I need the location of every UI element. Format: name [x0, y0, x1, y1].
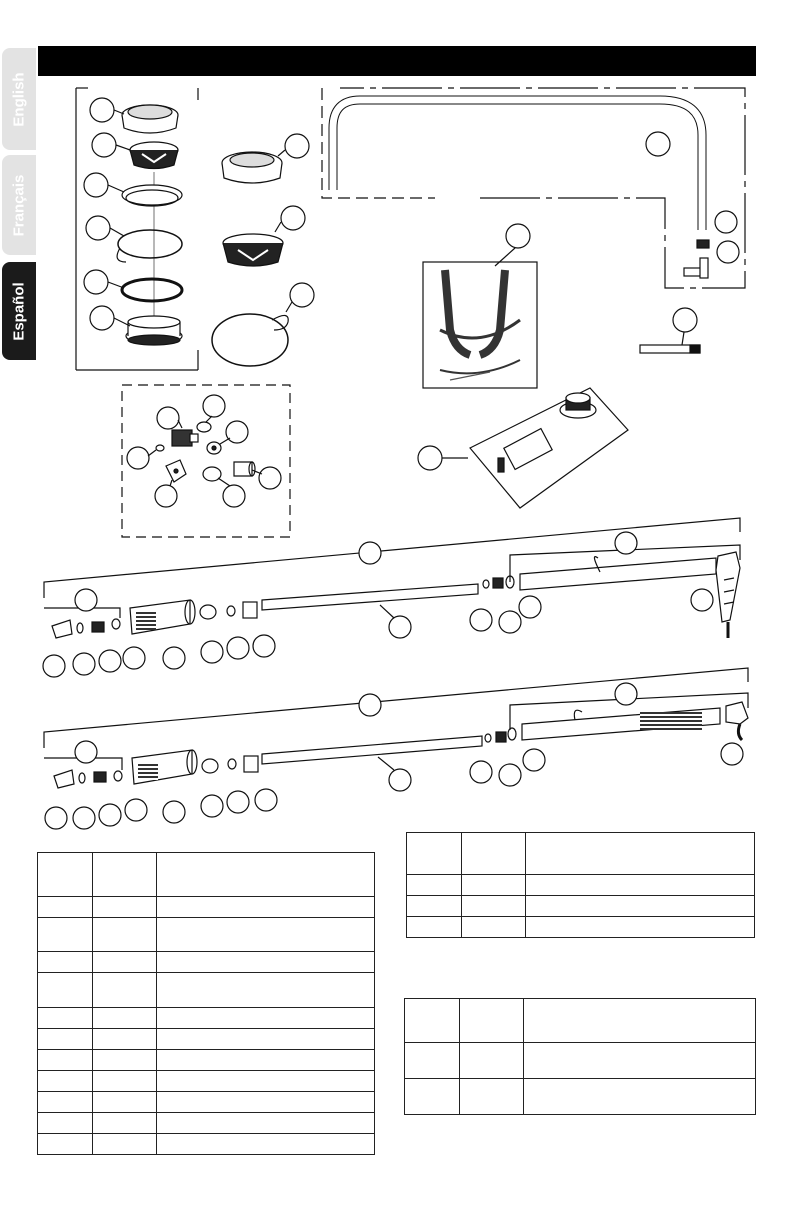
trigger-handle-icon — [716, 552, 740, 638]
table-header-cell — [524, 999, 756, 1043]
table-row — [38, 918, 375, 952]
table-row — [38, 1071, 375, 1092]
tab-espanol-label: Español — [10, 281, 28, 341]
collar-ring-icon — [122, 185, 182, 206]
table-row — [407, 917, 755, 938]
valve-body-icon — [166, 460, 186, 482]
table-header-cell — [157, 853, 375, 897]
tank-cap-icon — [122, 105, 178, 133]
table-row — [38, 1008, 375, 1029]
table-header-cell — [462, 833, 526, 875]
parts-table-right-top — [406, 832, 755, 938]
handle-bar-icon — [322, 88, 745, 288]
table-row — [407, 875, 755, 896]
table-row — [38, 1113, 375, 1134]
spare-gasket-icon — [212, 283, 314, 366]
elbow-fitting-icon — [684, 258, 708, 278]
table-row — [405, 1079, 756, 1115]
table-header-cell — [405, 999, 460, 1043]
table-row — [38, 1092, 375, 1113]
spray-wand-icon — [43, 518, 740, 677]
table-row — [38, 1134, 375, 1155]
table-row — [38, 1050, 375, 1071]
o-ring-icon — [122, 279, 182, 301]
tab-english-label: English — [10, 71, 28, 127]
table-header-cell — [407, 833, 462, 875]
hose-connector-icon — [726, 702, 748, 740]
table-header-cell — [93, 853, 157, 897]
table-row — [405, 1043, 756, 1079]
table-row — [38, 973, 375, 1008]
shoulder-strap-icon — [423, 224, 537, 388]
table-row — [38, 952, 375, 973]
gasket-ring-icon — [117, 230, 182, 262]
grip-sleeve-icon — [130, 600, 195, 634]
spare-strainer-icon — [223, 206, 305, 266]
table-header-cell — [38, 853, 93, 897]
table-row — [407, 896, 755, 917]
table-header-cell — [460, 999, 524, 1043]
table-row — [38, 897, 375, 918]
parts-table-left — [37, 852, 375, 1155]
tab-francais-label: Français — [10, 174, 28, 236]
cap-assembly-group — [76, 88, 198, 370]
spray-wand-2-icon — [44, 668, 748, 829]
tank-neck-icon — [126, 316, 182, 345]
parts-table-right-bottom — [404, 998, 756, 1115]
table-header-cell — [526, 833, 755, 875]
strainer-icon — [130, 142, 178, 169]
cleaning-rod-icon — [640, 308, 700, 353]
sprayer-tank-icon — [418, 388, 628, 508]
fitting-nut-icon — [172, 430, 198, 446]
table-row — [38, 1029, 375, 1050]
spare-cap-icon — [222, 134, 309, 183]
fittings-kit-group — [122, 385, 290, 537]
